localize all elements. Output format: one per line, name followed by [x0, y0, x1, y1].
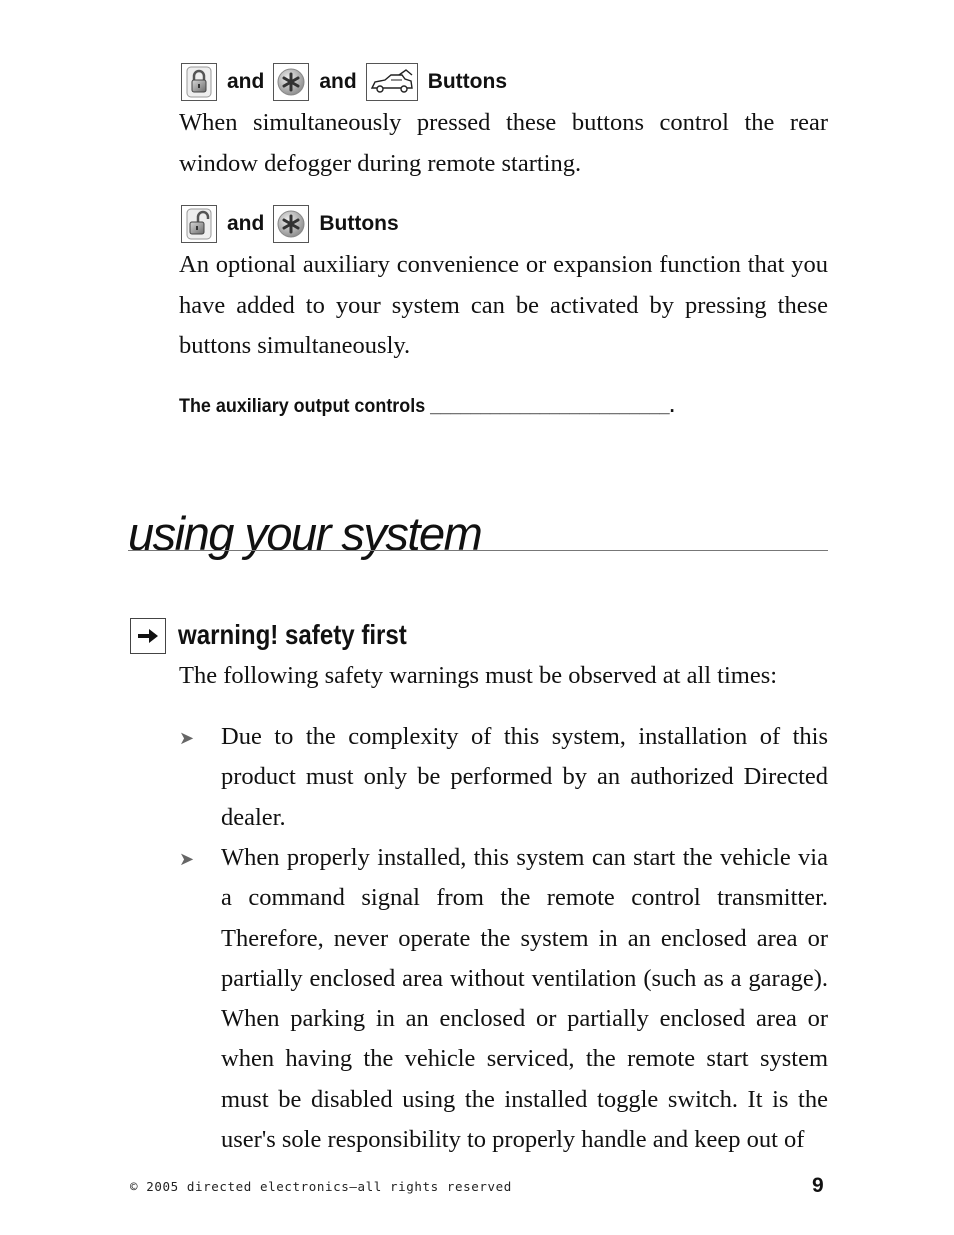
button-combo-auxiliary	[181, 203, 408, 245]
bullet-arrow-icon: ➤	[179, 849, 195, 870]
warning-heading: warning! safety first	[178, 619, 407, 650]
auxiliary-paragraph: An optional auxiliary convenience or expansion function that you have added to your system can be activated by pressing these buttons simultaneously.	[179, 251, 828, 359]
page-number: 9	[812, 1174, 824, 1197]
and-label-1: and	[227, 70, 265, 93]
auxiliary-output-note: The auxiliary output controls ________________________.	[179, 395, 675, 417]
and-label-2: and	[319, 70, 357, 93]
car-trunk-icon	[366, 63, 418, 101]
asterisk-icon	[273, 205, 309, 243]
lock-icon	[181, 63, 217, 101]
warning-bullet-1: Due to the complexity of this system, installation of this product must only be performed by an authorized Directed dealer.	[221, 723, 828, 831]
buttons-label-1: Buttons	[427, 70, 508, 93]
arrow-right-icon	[130, 618, 166, 654]
asterisk-icon	[273, 63, 309, 101]
defogger-paragraph: When simultaneously pressed these buttons control the rear window defogger during remote starting.	[179, 109, 828, 177]
warning-bullet-2: When properly installed, this system can start the vehicle via a command signal from the remote control transmitter. Therefore, never operate the system in an enclosed area or partially enclosed area without ventilation (such as a garage). When parking in an enclosed or partially enclosed area or when having the vehicle serviced, the remote start system must be disabled using the installed toggle switch. It is the user's sole responsibility to properly handle and keep out of	[221, 844, 828, 1154]
unlock-icon	[181, 205, 217, 243]
buttons-label-2: Buttons	[319, 212, 399, 235]
bullet-arrow-icon: ➤	[179, 728, 195, 749]
warning-intro: The following safety warnings must be observed at all times:	[179, 662, 778, 689]
and-label-3: and	[227, 212, 265, 235]
section-divider	[128, 550, 828, 551]
footer-copyright: © 2005 directed electronics—all rights reserved	[130, 1179, 512, 1194]
button-combo-defogger	[181, 61, 516, 103]
section-title: using your system	[128, 507, 482, 560]
